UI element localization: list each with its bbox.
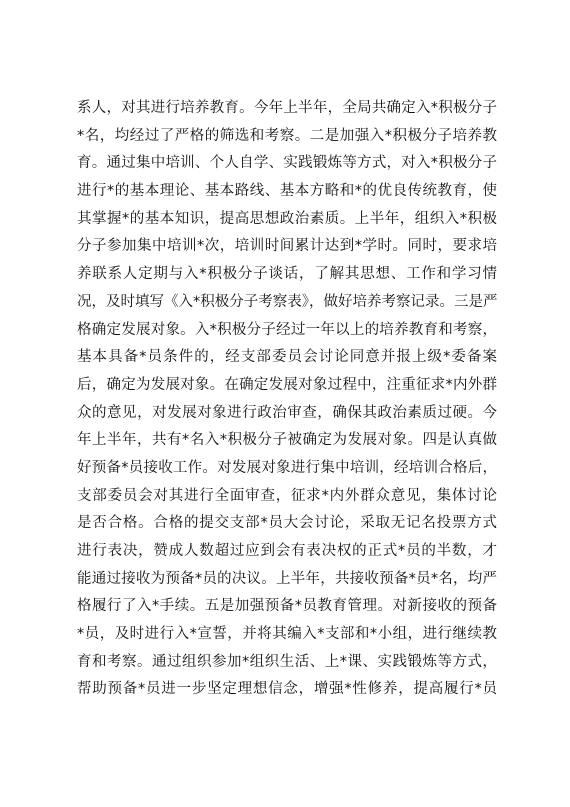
text-line: 育和考察。通过组织参加*组织生活、上*课、实践锻炼等方式， — [77, 653, 497, 670]
text-line: 年上半年，共有*名入*积极分子被确定为发展对象。四是认真做 — [77, 432, 497, 449]
text-line: *员，及时进行入*宣誓，并将其编入*支部和*小组，进行继续教 — [77, 626, 497, 643]
text-line: *名，均经过了严格的筛选和考察。二是加强入*积极分子培养教 — [77, 127, 497, 144]
text-line: 格确定发展对象。入*积极分子经过一年以上的培养教育和考察， — [77, 321, 497, 338]
text-line: 是否合格。合格的提交支部*员大会讨论，采取无记名投票方式 — [77, 515, 497, 532]
text-line: 能通过接收为预备*员的决议。上半年，共接收预备*员*名，均严 — [77, 570, 497, 587]
text-line: 育。通过集中培训、个人自学、实践锻炼等方式，对入*积极分子 — [77, 155, 497, 172]
text-line: 系人，对其进行培养教育。今年上半年，全局共确定入*积极分子 — [77, 100, 497, 116]
text-line: 其掌握*的基本知识，提高思想政治素质。上半年，组织入*积极 — [77, 210, 497, 227]
text-line: 基本具备*员条件的，经支部委员会讨论同意并报上级*委备案 — [77, 349, 497, 366]
text-line: 况，及时填写《入*积极分子考察表》，做好培养考察记录。三是严 — [77, 293, 498, 310]
text-line: 分子参加集中培训*次，培训时间累计达到*学时。同时，要求培 — [77, 238, 497, 255]
text-line: 进行*的基本理论、基本路线、基本方略和*的优良传统教育，使 — [77, 183, 497, 200]
text-line: 好预备*员接收工作。对发展对象进行集中培训，经培训合格后， — [77, 459, 497, 476]
text-line: 进行表决，赞成人数超过应到会有表决权的正式*员的半数，才 — [77, 543, 497, 559]
text-line: 众的意见，对发展对象进行政治审查，确保其政治素质过硬。今 — [77, 404, 497, 421]
text-line: 后，确定为发展对象。在确定发展对象过程中，注重征求*内外群 — [77, 376, 497, 393]
body-paragraph — [77, 95, 497, 704]
text-line: 支部委员会对其进行全面审查，征求*内外群众意见，集体讨论 — [77, 487, 497, 504]
text-line: 格履行了入*手续。五是加强预备*员教育管理。对新接收的预备 — [77, 598, 497, 615]
text-line: 养联系人定期与入*积极分子谈话，了解其思想、工作和学习情 — [77, 266, 497, 283]
text-line: 帮助预备*员进一步坚定理想信念，增强*性修养，提高履行*员 — [77, 681, 497, 698]
